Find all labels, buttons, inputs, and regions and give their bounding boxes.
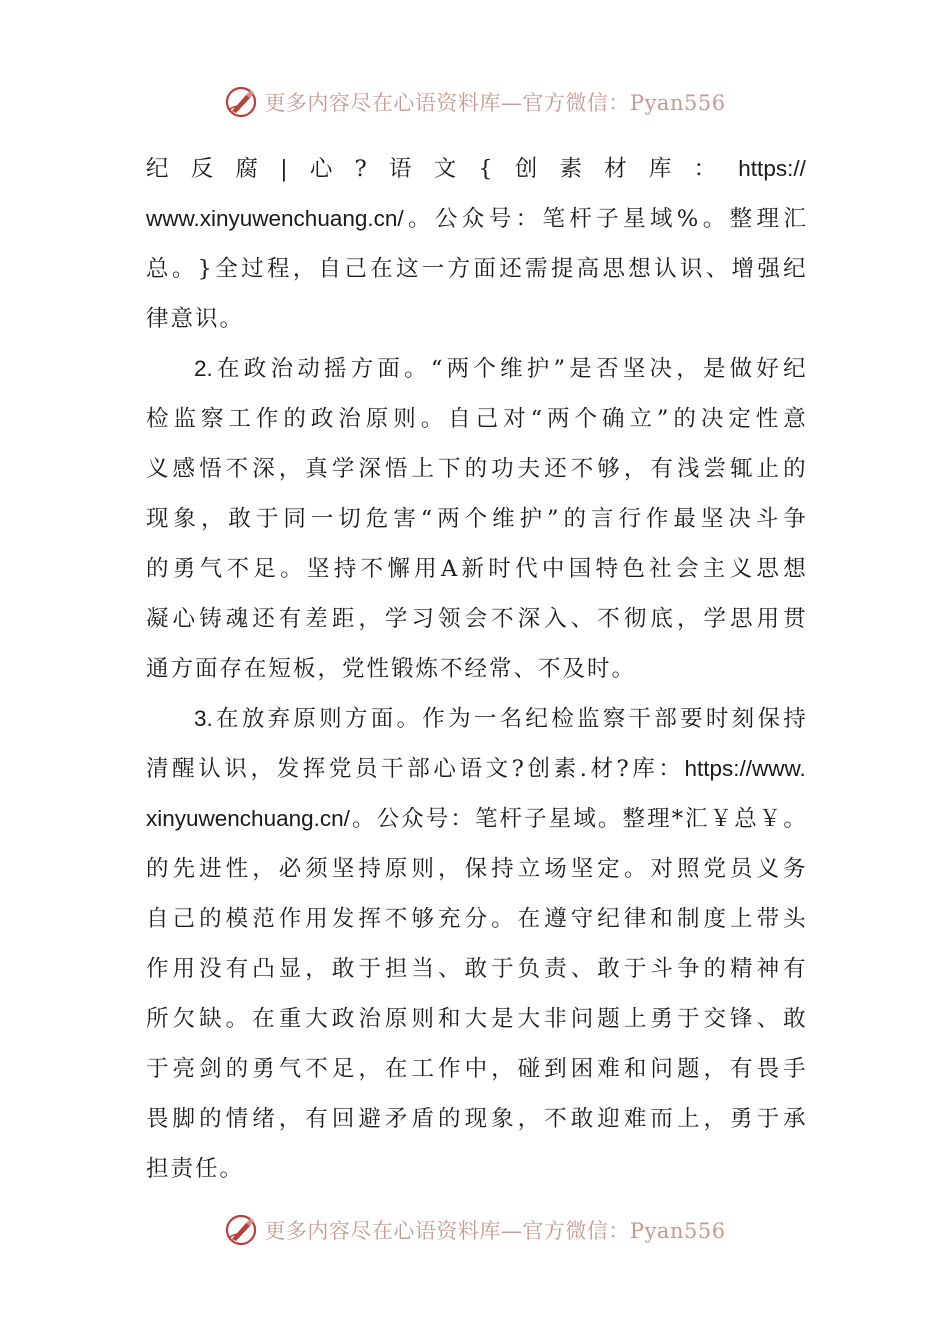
- text-line: 所 欠 缺 。 在 重 大 政 治 原 则 和 大 是 大 非 问 题 上 勇 于 交 锋 、 敢: [146, 1006, 806, 1032]
- text-line: 现 象 ， 敢 于 同 一 切 危 害 “ 两 个 维 护 ” 的 言 行 作 最 坚 决 斗 争: [146, 506, 806, 532]
- text-line: 畏 脚 的 情 绪 ， 有 回 避 矛 盾 的 现 象 ， 不 敢 迎 难 而 上 ， 勇 于 承: [146, 1106, 806, 1132]
- text-line: 的 勇 气 不 足 。 坚 持 不 懈 用 A 新 时 代 中 国 特 色 社 会 主 义 思 想: [146, 556, 806, 582]
- text-line: 总 。 } 全 过 程 ， 自 己 在 这 一 方 面 还 需 提 高 思 想 认 识 、 增 强 纪: [146, 256, 806, 282]
- text-line: 2. 在 政 治 动 摇 方 面 。 “ 两 个 维 护 ” 是 否 坚 决 ， 是 做 好 纪: [194, 356, 806, 382]
- text-line: 于 亮 剑 的 勇 气 不 足 ， 在 工 作 中 ， 碰 到 困 难 和 问 题 ， 有 畏 手: [146, 1056, 806, 1082]
- text-line: 担责任。: [146, 1156, 245, 1182]
- text-line: 作 用 没 有 凸 显 ， 敢 于 担 当 、 敢 于 负 责 、 敢 于 斗 争 的 精 神 有: [146, 956, 806, 982]
- text-line: 律意识。: [146, 306, 245, 332]
- text-line: 纪 反 腐 | 心 ? 语 文 { 创 素 材 库 ： https://: [146, 156, 806, 182]
- text-line: 义 感 悟 不 深 ， 真 学 深 悟 上 下 的 功 夫 还 不 够 ， 有 浅 尝 辄 止 的: [146, 456, 806, 482]
- text-line: 清 醒 认 识 ， 发 挥 党 员 干 部 心 语 文 ? 创 素 . 材 ? 库 ： https://www.: [146, 756, 806, 782]
- text-line: 3. 在 放 弃 原 则 方 面 。 作 为 一 名 纪 检 监 察 干 部 要 时 刻 保 持: [194, 706, 806, 732]
- text-line: 自 己 的 模 范 作 用 发 挥 不 够 充 分 。 在 遵 守 纪 律 和 制 度 上 带 头: [146, 906, 806, 932]
- header-banner: [0, 78, 950, 126]
- text-line: www.xinyuwenchuang.cn/ 。 公 众 号 ： 笔 杆 子 星 域 % 。 整 理 汇: [146, 206, 806, 232]
- pen-logo-icon: [224, 85, 258, 119]
- text-line: xinyuwenchuang.cn/ 。 公 众 号 ： 笔 杆 子 星 域 。 整 理 * 汇 ￥ 总 ￥ 。: [146, 806, 806, 832]
- text-line: 凝 心 铸 魂 还 有 差 距 ， 学 习 领 会 不 深 入 、 不 彻 底 ， 学 思 用 贯: [146, 606, 806, 632]
- text-line: 的 先 进 性 ， 必 须 坚 持 原 则 ， 保 持 立 场 坚 定 。 对 照 党 员 义 务: [146, 856, 806, 882]
- footer-banner-text: 更多内容尽在心语资料库—官方微信：Pyan556: [264, 1219, 726, 1243]
- footer-banner: [0, 1206, 950, 1254]
- text-line: 通方面存在短板，党性锻炼不经常、不及时。: [146, 656, 637, 682]
- pen-logo-icon: [224, 1213, 258, 1247]
- document-body: [146, 144, 806, 1194]
- header-banner-text: 更多内容尽在心语资料库—官方微信：Pyan556: [264, 91, 726, 115]
- text-line: 检 监 察 工 作 的 政 治 原 则 。 自 己 对 “ 两 个 确 立 ” 的 决 定 性 意: [146, 406, 806, 432]
